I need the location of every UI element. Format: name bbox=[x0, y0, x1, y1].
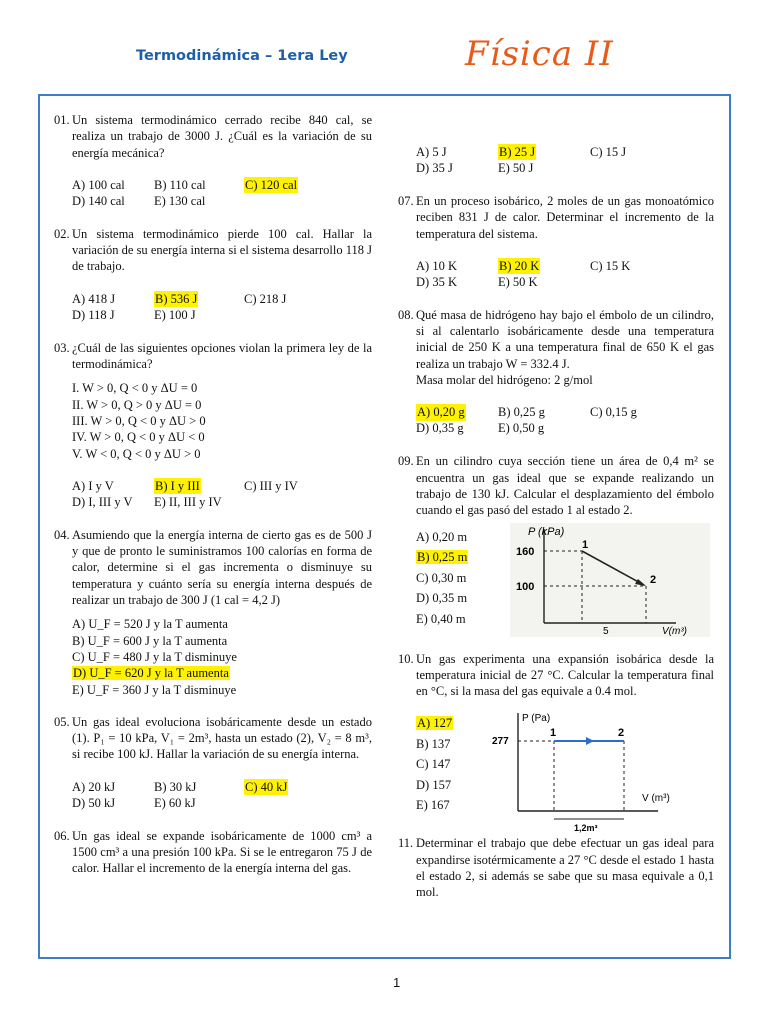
question-text: Determinar el trabajo que debe efectuar un gas ideal para expandirse isotérmicamente a 27 °C desde el estado 1 hasta el estado 2, si además se sabe que su masa equivale a 0,1 mol. bbox=[416, 836, 714, 900]
option-e[interactable]: E) 0,50 g bbox=[498, 421, 545, 436]
option-b[interactable]: B) 137 bbox=[416, 736, 451, 751]
options-10 bbox=[416, 715, 453, 818]
q09-block bbox=[398, 527, 714, 635]
option-a-correct[interactable]: A) 127 bbox=[417, 716, 453, 731]
pv-graph-q09 bbox=[510, 523, 710, 637]
question-01: 01. Un sistema termodinámico cerrado recibe 840 cal, se realiza un trabajo de 3000 J. ¿Cuál es la variación de su energía mecánica? bbox=[54, 113, 372, 160]
option-b[interactable]: B) U_F = 600 J y la T aumenta bbox=[72, 633, 228, 648]
option-a[interactable]: A) 100 cal bbox=[72, 177, 125, 192]
question-04: 04. Asumiendo que la energía interna de cierto gas es de 500 J y que de pronto le suministramos 100 calorías en forma de calor, determine si el gas incrementa o disminuye su temperatura y cuánto sería su energía interna después de realizar un trabajo de 300 J (1 cal = 4,2 J) bbox=[54, 527, 372, 608]
option-d[interactable]: D) 0,35 m bbox=[416, 591, 468, 606]
x-axis-label: V (m³) bbox=[642, 793, 670, 805]
option-c[interactable]: C) 0,30 m bbox=[416, 570, 467, 585]
option-c[interactable]: C) U_F = 480 J y la T disminuye bbox=[72, 649, 237, 664]
options-09 bbox=[416, 529, 468, 632]
statement: I. W > 0, Q < 0 y ΔU = 0 bbox=[72, 381, 198, 396]
option-c[interactable]: C) 15 K bbox=[590, 258, 631, 273]
question-text: Un sistema termodinámico pierde 100 cal. Hallar la variación de su energía interna si el sistema desarrollo 118 J de trabajo. bbox=[72, 226, 372, 274]
options-08 bbox=[398, 404, 714, 437]
option-a[interactable]: A) 0,20 m bbox=[416, 529, 468, 544]
option-a[interactable]: A) 20 kJ bbox=[72, 779, 116, 794]
options-05 bbox=[54, 779, 372, 812]
question-text: Un sistema termodinámico cerrado recibe 840 cal, se realiza un trabajo de 3000 J. ¿Cuál es la variación de su energía mecánica? bbox=[72, 113, 372, 160]
question-10: 10. Un gas experimenta una expansión isobárica desde la temperatura inicial de 27 °C. Calcular la temperatura final en °C, si la masa del gas equivale a 0.4 mol. bbox=[398, 651, 714, 699]
x-axis-label: V(m³) bbox=[662, 625, 687, 637]
left-column bbox=[54, 112, 372, 877]
option-e[interactable]: E) 0,40 m bbox=[416, 611, 466, 626]
y-axis-label: P (Pa) bbox=[522, 713, 551, 725]
y-tick-100: 100 bbox=[516, 580, 535, 593]
option-c-correct[interactable]: C) 40 kJ bbox=[245, 779, 288, 794]
option-d[interactable]: D) 50 kJ bbox=[72, 795, 116, 810]
option-d-correct[interactable]: D) U_F = 620 J y la T aumenta bbox=[73, 666, 229, 681]
option-d[interactable]: D) 35 J bbox=[416, 161, 453, 175]
options-04 bbox=[54, 616, 372, 697]
option-d[interactable]: D) 0,35 g bbox=[416, 421, 464, 436]
statement: IV. W > 0, Q < 0 y ΔU < 0 bbox=[72, 430, 205, 445]
option-a[interactable]: A) 5 J bbox=[416, 145, 447, 159]
option-c[interactable]: C) 15 J bbox=[590, 145, 627, 159]
option-c[interactable]: C) 147 bbox=[416, 757, 451, 772]
y-tick-160: 160 bbox=[516, 545, 535, 558]
section-title: Termodinámica – 1era Ley bbox=[136, 48, 348, 64]
options-06 bbox=[398, 144, 714, 177]
question-text: Qué masa de hidrógeno hay bajo el émbolo de un cilindro, si al calentarlo isobáricamente desde una temperatura inicial de 250 K a una temperatura final de 650 K el gas realiza un trabajo W = 332.4 J. bbox=[416, 307, 714, 371]
course-title: Física II bbox=[465, 34, 614, 74]
option-b-correct[interactable]: B) 25 J bbox=[499, 145, 536, 159]
question-text: Un gas ideal evoluciona isobáricamente desde un estado (1). P₁ = 10 kPa, V₁ = 2m³, hasta un estado (2), V₂ = 8 m³, si recibe 100 kJ. Hallar la variación de su energía interna. bbox=[72, 714, 372, 762]
option-e[interactable]: E) 100 J bbox=[154, 307, 196, 322]
options-03 bbox=[54, 478, 372, 511]
question-11: 11. Determinar el trabajo que debe efectuar un gas ideal para expandirse isotérmicamente a 27 °C desde el estado 1 hasta el estado 2, si además se sabe que su masa equivale a 0,1 mol. bbox=[398, 836, 714, 900]
x-length-label: 1,2m³ bbox=[574, 823, 598, 834]
q10-block bbox=[398, 713, 714, 834]
option-d[interactable]: D) I, III y V bbox=[72, 494, 133, 509]
option-c[interactable]: C) 0,15 g bbox=[590, 405, 637, 420]
options-02 bbox=[54, 291, 372, 324]
option-c-correct[interactable]: C) 120 cal bbox=[245, 177, 298, 192]
question-09: 09. En un cilindro cuya sección tiene un área de 0,4 m² se encuentra un gas ideal que se expande realizando un trabajo de 130 kJ. Calcular el desplazamiento del émbolo cuando el gas pasó del estado 1 al estado 2. bbox=[398, 454, 714, 518]
statement: II. W > 0, Q > 0 y ΔU = 0 bbox=[72, 397, 202, 412]
option-e[interactable]: E) 50 J bbox=[498, 161, 534, 175]
page-number: 1 bbox=[393, 975, 401, 990]
option-b-correct[interactable]: B) I y III bbox=[155, 478, 200, 493]
question-08: 08. Qué masa de hidrógeno hay bajo el émbolo de un cilindro, si al calentarlo isobáricamente desde una temperatura inicial de 250 K a una temperatura final de 650 K el gas realiza un trabajo W = 332.4 J. Masa molar del hidrógeno: 2 g/mol bbox=[398, 307, 714, 388]
option-b[interactable]: B) 110 cal bbox=[154, 177, 206, 192]
point-2-label: 2 bbox=[650, 573, 657, 586]
options-07 bbox=[398, 258, 714, 291]
option-e[interactable]: E) II, III y IV bbox=[154, 494, 222, 509]
y-tick-277: 277 bbox=[492, 736, 509, 748]
option-a[interactable]: A) 10 K bbox=[416, 258, 457, 273]
option-b[interactable]: B) 30 kJ bbox=[154, 779, 197, 794]
question-07: 07. En un proceso isobárico, 2 moles de un gas monoatómico reciben 831 J de calor. Determinar el incremento de la temperatura del sistema. bbox=[398, 194, 714, 241]
question-text: En un cilindro cuya sección tiene un área de 0,4 m² se encuentra un gas ideal que se expande realizando un trabajo de 130 kJ. Calcular el desplazamiento del émbolo cuando el gas pasó del estado 1 al estado 2. bbox=[416, 454, 714, 518]
pv-graph-q10 bbox=[488, 709, 710, 833]
option-d[interactable]: D) 140 cal bbox=[72, 193, 125, 208]
option-e[interactable]: E) 167 bbox=[416, 798, 450, 813]
molar-mass-note: Masa molar del hidrógeno: 2 g/mol bbox=[416, 373, 593, 388]
point-1-label: 1 bbox=[582, 538, 589, 551]
option-b-correct[interactable]: B) 536 J bbox=[155, 291, 198, 306]
options-01 bbox=[54, 177, 372, 210]
question-text: Un gas ideal se expande isobáricamente de 1000 cm³ a 1500 cm³ a una presión 100 kPa. Si se le entregaron 75 J de calor. Hallar el incremento de la energía interna del gas. bbox=[72, 828, 372, 876]
statement-list bbox=[54, 380, 372, 461]
x-tick-5: 5 bbox=[603, 625, 609, 637]
question-05: 05. Un gas ideal evoluciona isobáricamente desde un estado (1). P₁ = 10 kPa, V₁ = 2m³, hasta un estado (2), V₂ = 8 m³, si recibe 100 kJ. Hallar la variación de su energía interna. bbox=[54, 714, 372, 762]
option-e[interactable]: E) 60 kJ bbox=[154, 795, 196, 810]
question-02: 02. Un sistema termodinámico pierde 100 cal. Hallar la variación de su energía interna si el sistema desarrollo 118 J de trabajo. bbox=[54, 226, 372, 274]
y-axis-label: P (kPa) bbox=[528, 525, 565, 538]
right-column bbox=[398, 112, 714, 901]
option-a[interactable]: A) U_F = 520 J y la T aumenta bbox=[72, 617, 228, 632]
option-c[interactable]: C) III y IV bbox=[244, 478, 298, 493]
option-a[interactable]: A) I y V bbox=[72, 478, 114, 493]
option-b-correct[interactable]: B) 20 K bbox=[499, 258, 540, 273]
question-text: Un gas experimenta una expansión isobárica desde la temperatura inicial de 27 °C. Calcular la temperatura final en °C, si la masa del gas equivale a 0.4 mol. bbox=[416, 651, 714, 699]
option-d[interactable]: D) 35 K bbox=[416, 274, 457, 289]
option-e[interactable]: E) 50 K bbox=[498, 274, 538, 289]
option-b[interactable]: B) 0,25 g bbox=[498, 405, 545, 420]
point-1-label: 1 bbox=[550, 727, 557, 740]
option-a-correct[interactable]: A) 0,20 g bbox=[417, 405, 465, 420]
option-c[interactable]: C) 218 J bbox=[244, 291, 287, 306]
option-b-correct[interactable]: B) 0,25 m bbox=[417, 550, 468, 565]
question-06: 06. Un gas ideal se expande isobáricamente de 1000 cm³ a 1500 cm³ a una presión 100 kPa. Si se le entregaron 75 J de calor. Hallar el incremento de la energía interna del gas. bbox=[54, 828, 372, 876]
option-d[interactable]: D) 118 J bbox=[72, 307, 115, 322]
point-2-label: 2 bbox=[618, 727, 625, 740]
question-text: En un proceso isobárico, 2 moles de un gas monoatómico reciben 831 J de calor. Determinar el incremento de la temperatura del sistema. bbox=[416, 194, 714, 241]
option-e[interactable]: E) 130 cal bbox=[154, 193, 206, 208]
question-text: Asumiendo que la energía interna de cierto gas es de 500 J y que de pronto le suministramos 100 calorías en forma de calor, determine si el gas incrementa o disminuye su temperatura y cuánto sería su energía interna después de realizar un trabajo de 300 J (1 cal = 4,2 J) bbox=[72, 527, 372, 608]
question-text: ¿Cuál de las siguientes opciones violan la primera ley de la termodinámica? bbox=[72, 340, 372, 372]
option-e[interactable]: E) U_F = 360 J y la T disminuye bbox=[72, 682, 237, 697]
option-d[interactable]: D) 157 bbox=[416, 777, 452, 792]
option-a[interactable]: A) 418 J bbox=[72, 291, 116, 306]
question-03: 03. ¿Cuál de las siguientes opciones violan la primera ley de la termodinámica? bbox=[54, 340, 372, 372]
statement: V. W < 0, Q < 0 y ΔU > 0 bbox=[72, 446, 201, 461]
statement: III. W > 0, Q < 0 y ΔU > 0 bbox=[72, 413, 206, 428]
